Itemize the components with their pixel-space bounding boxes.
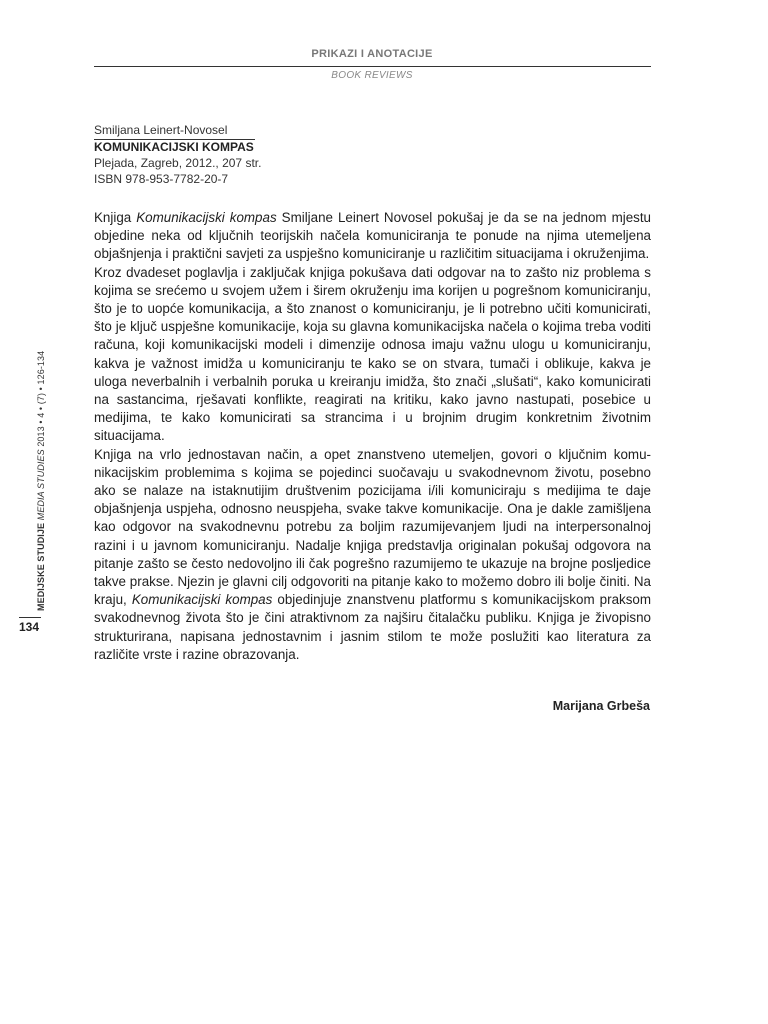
book-title: KOMUNIKACIJSKI KOMPAS — [94, 140, 254, 154]
side-rule — [19, 617, 41, 618]
paragraph-2: Kroz dvadeset poglavlja i zaključak knjiga pokušava dati odgovar na to zašto niz problema s kojima se srećemo u svojem užem i širem okruženju ima korijen u pogrešnom komuniciranju, što je to uopće komunikacija, a što znanost o komuniciranju, je li potrebno učiti komunicirati, što je ključ uspješne komunikacije, koja su glavna komunikacijska načela o kojima treba voditi računa, koji komunikacijski modeli i dimenzije odnosa imaju važnu ulogu u komuniciranju, kakva je važnost imidža u komuniciranju te kako se on stvara, tumači i oblikuje, kakva je uloga neverbalnih i verbalnih poruka u kreiranju imidža, što znači „slušati“, kako komunicirati na sastancima, rješavati konflikte, reagirati na kritiku, kako javno nastupati, posebice u medijima, te kako komunicirati sa strancima i u brojnim drugim konkretnim životnim situacijama. — [94, 264, 651, 444]
journal-issue: 2013 • 4 • (7) • 126-134 — [36, 350, 46, 450]
paragraph-1 — [94, 209, 651, 264]
header-section-subtitle: BOOK REVIEWS — [331, 70, 413, 81]
p1-text-a: Knjiga — [94, 210, 137, 225]
side-journal-info — [36, 351, 46, 611]
page-number: 134 — [19, 620, 40, 634]
reviewer-name: Marijana Grbeša — [552, 699, 650, 713]
p1-book-title: Komunikacijski kompas — [136, 210, 277, 225]
book-isbn: ISBN 978-953-7782-20-7 — [94, 172, 229, 186]
p1-text-b: Smiljane Leinert Novosel pokušaj je da se na jednom mjestu objedine neka od ključnih teorijskih načela komuniciranja te ponude na njima utemeljena objašnjenja i praktični savjeti za uspješno komuniciranje u različitim situacijama i okruženjima. — [94, 210, 652, 262]
review-body — [94, 209, 651, 664]
header-section-title: PRIKAZI I ANOTACIJE — [311, 48, 433, 60]
p3-book-title: Komunikacijski kompas — [131, 592, 273, 608]
book-publisher: Plejada, Zagreb, 2012., 207 str. — [94, 156, 262, 170]
header-rule — [94, 66, 651, 67]
book-author: Smiljana Leinert-Novosel — [94, 123, 228, 137]
p3-text-a: Knjiga na vrlo jednostavan način, a opet znanstveno utemeljen, govori o ključnim komunikacijskim problemima s kojima se pojedinci suočavaju u svakodnevnom životu, posebno ako se nalaze na istaknutijim društvenim pozicijama i/ili komuniciraju s medijima te daje objašnjenja uspjeha, odnosno neuspjeha, svake takve komunikacije. Ona je dakle zamišljena kao odgovor na svakodnevnu potrebu za boljim razumijevanjem ljudi na interpersonalnoj razini i u javnom komuniciranju. Nadalje knjiga predstavlja originalan pokušaj odgovora na pitanje zašto se često nedovoljno ili čak pogrešno razumijemo te ukazuje na brojne posljedice takve prakse. Njezin je glavni cilj odgovoriti na pitanje kako to možemo dobro ili bolje činiti. Na kraju, — [94, 446, 651, 608]
p3-text-b: objedinjuje znanstvenu platformu s komunikacijskom praksom svakodnevnog života što je čini atraktivnom za najširu čitalačku publiku. Knjiga je živopisno strukturirana, napisana jednostavnim i jasnim stilom te može poslužiti kao literatura za različite vrste i razine obrazovanja. — [94, 592, 652, 662]
journal-name-en: MEDIA STUDIES — [36, 449, 46, 521]
paragraph-3 — [94, 446, 651, 664]
journal-name: MEDIJSKE STUDIJE — [36, 522, 46, 611]
